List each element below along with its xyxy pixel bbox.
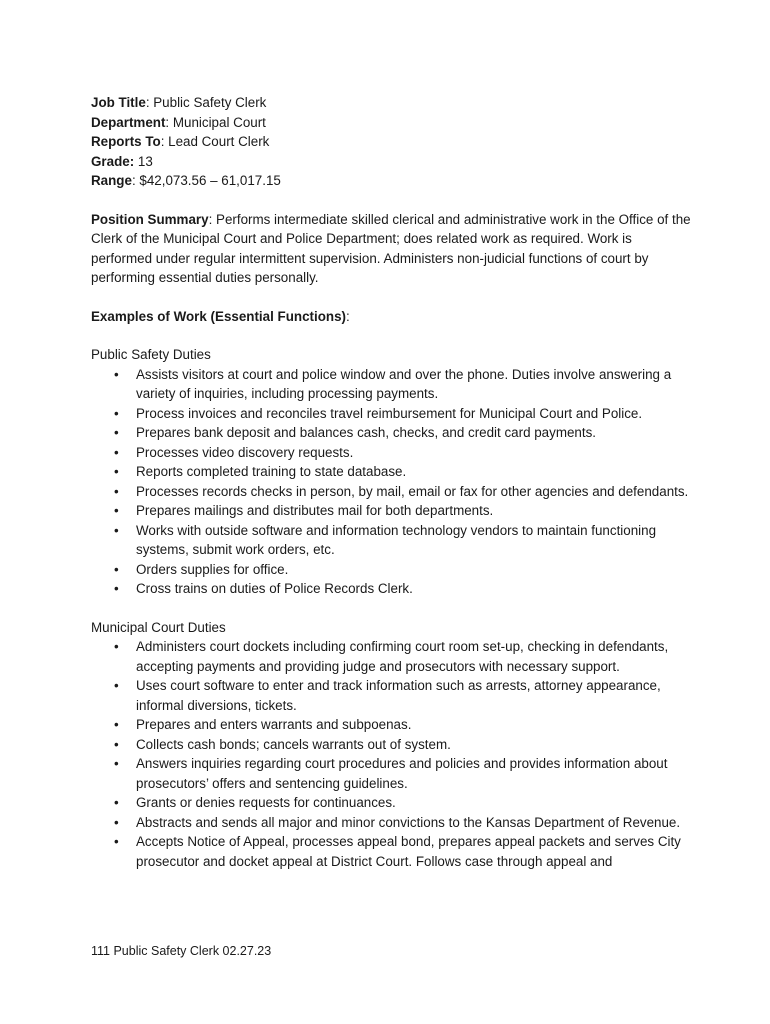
list-item: • Accepts Notice of Appeal, processes appeal bond, prepares appeal packets and serves City prosecutor and docket appeal at District Court. Follows case through appeal and xyxy=(136,832,691,871)
list-item: • Reports completed training to state database. xyxy=(136,462,691,482)
list-item: • Assists visitors at court and police window and over the phone. Duties involve answering a variety of inquiries, including processing payments. xyxy=(136,365,691,404)
list-item: • Answers inquiries regarding court procedures and policies and provides information about prosecutors’ offers and sentencing guidelines. xyxy=(136,754,691,793)
list-item: • Uses court software to enter and track information such as arrests, attorney appearance, informal diversions, tickets. xyxy=(136,676,691,715)
examples-heading-suffix: : xyxy=(345,308,350,324)
list-item: • Abstracts and sends all major and minor convictions to the Kansas Department of Revenue. xyxy=(136,813,691,833)
list-item: • Collects cash bonds; cancels warrants out of system. xyxy=(136,735,691,755)
position-summary-text: : Performs intermediate skilled clerical and administrative work in the Office of the Clerk of the Municipal Court and Police Department; does related work as required. Work is performed under regular intermittent supervision. Administers non-judicial functions of court by performing essential duties personally. xyxy=(91,211,691,285)
position-summary xyxy=(91,210,691,288)
position-summary-label: Position Summary xyxy=(91,211,209,227)
public-safety-title: Public Safety Duties xyxy=(91,347,211,362)
public-safety-list xyxy=(91,365,691,599)
list-item: • Processes video discovery requests. xyxy=(136,443,691,463)
department-label: Department xyxy=(91,114,166,130)
list-item: • Cross trains on duties of Police Records Clerk. xyxy=(136,579,691,599)
list-item: • Orders supplies for office. xyxy=(136,560,691,580)
list-item: • Administers court dockets including confirming court room set-up, checking in defendants, accepting payments and providing judge and prosecutors with necessary support. xyxy=(136,637,691,676)
job-title-line xyxy=(91,93,691,113)
grade-value: 13 xyxy=(134,153,153,169)
reports-to-line xyxy=(91,132,691,152)
reports-to-label: Reports To xyxy=(91,134,161,149)
list-item: • Prepares mailings and distributes mail for both departments. xyxy=(136,501,691,521)
job-meta xyxy=(91,93,691,191)
document-body xyxy=(91,93,691,871)
examples-heading xyxy=(91,307,691,327)
department-value: : Municipal Court xyxy=(165,114,266,130)
list-item: • Prepares and enters warrants and subpoenas. xyxy=(136,715,691,735)
examples-heading-label: Examples of Work (Essential Functions) xyxy=(91,308,346,324)
list-item: • Works with outside software and information technology vendors to maintain functioning systems, submit work orders, etc. xyxy=(136,521,691,560)
municipal-court-title: Municipal Court Duties xyxy=(91,619,226,635)
list-item: • Grants or denies requests for continuances. xyxy=(136,793,691,813)
range-line xyxy=(91,171,691,191)
department-line xyxy=(91,113,691,133)
list-item: • Prepares bank deposit and balances cash, checks, and credit card payments. xyxy=(136,423,691,443)
municipal-court-list xyxy=(91,637,691,871)
list-item: • Process invoices and reconciles travel reimbursement for Municipal Court and Police. xyxy=(136,404,691,424)
reports-to-value: : Lead Court Clerk xyxy=(160,134,270,149)
grade-line xyxy=(91,152,691,172)
job-title-value: : Public Safety Clerk xyxy=(145,95,267,110)
range-label: Range xyxy=(91,173,132,188)
page-footer: 111 Public Safety Clerk 02.27.23 xyxy=(91,944,272,958)
list-item: • Processes records checks in person, by mail, email or fax for other agencies and defendants. xyxy=(136,482,691,502)
range-value: : $42,073.56 – 61,017.15 xyxy=(131,173,281,188)
job-title-label: Job Title xyxy=(91,95,146,110)
grade-label: Grade: xyxy=(91,153,135,169)
